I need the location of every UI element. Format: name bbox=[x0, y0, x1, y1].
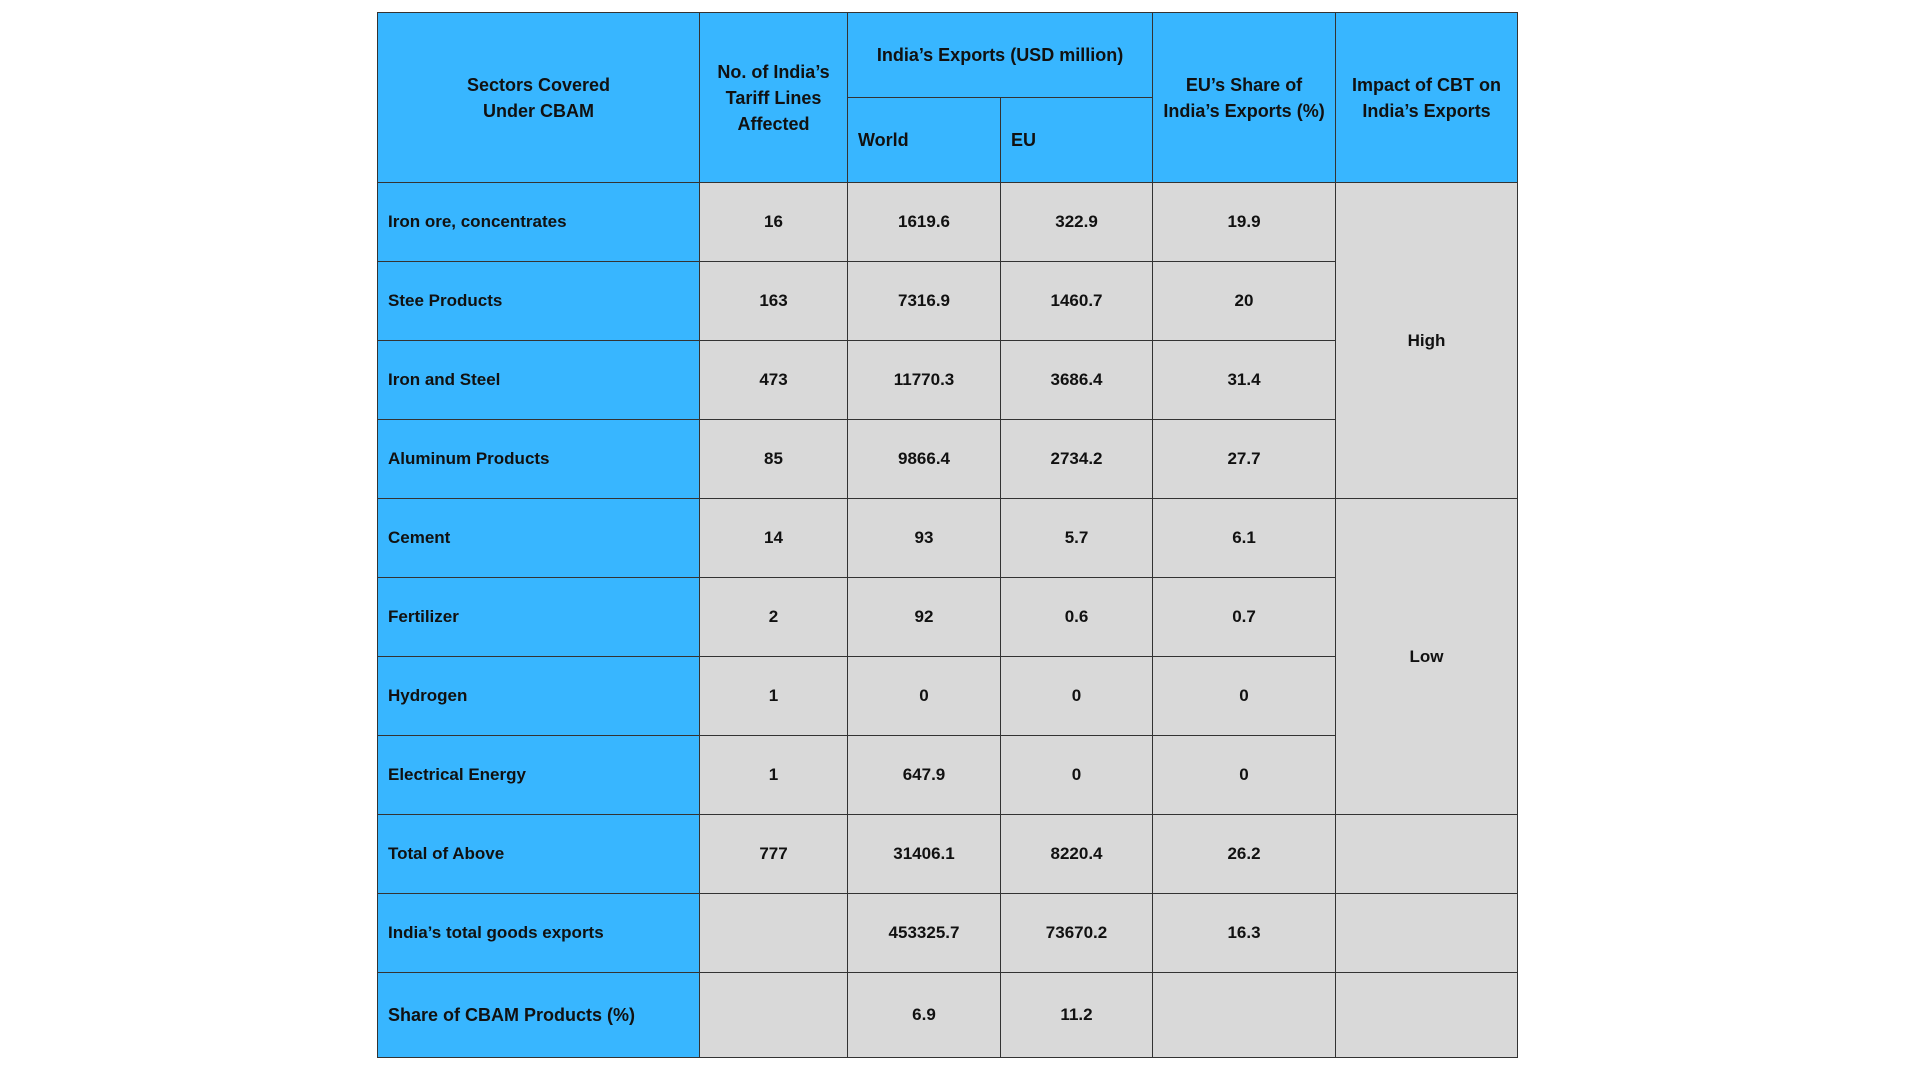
world-cell: 6.9 bbox=[848, 973, 1001, 1058]
world-cell: 31406.1 bbox=[848, 815, 1001, 894]
eu-cell: 11.2 bbox=[1001, 973, 1153, 1058]
tariff-cell: 2 bbox=[700, 578, 848, 657]
tariff-cell: 1 bbox=[700, 657, 848, 736]
impact-low-cell: Low bbox=[1336, 499, 1518, 815]
table-row bbox=[378, 894, 1518, 973]
sector-cell: Stee Products bbox=[378, 262, 700, 341]
share-cell: 0 bbox=[1153, 657, 1336, 736]
impact-high-cell: High bbox=[1336, 183, 1518, 499]
tariff-cell bbox=[700, 894, 848, 973]
world-cell: 1619.6 bbox=[848, 183, 1001, 262]
header-impact: Impact of CBT on India’s Exports bbox=[1336, 13, 1518, 183]
tariff-cell bbox=[700, 973, 848, 1058]
world-cell: 92 bbox=[848, 578, 1001, 657]
share-cell bbox=[1153, 973, 1336, 1058]
sector-cell: Iron ore, concentrates bbox=[378, 183, 700, 262]
eu-cell: 322.9 bbox=[1001, 183, 1153, 262]
eu-cell: 0 bbox=[1001, 736, 1153, 815]
eu-cell: 5.7 bbox=[1001, 499, 1153, 578]
header-tariff-lines: No. of India’s Tariff Lines Affected bbox=[700, 13, 848, 183]
tariff-cell: 14 bbox=[700, 499, 848, 578]
sector-cell: Cement bbox=[378, 499, 700, 578]
share-cell: 26.2 bbox=[1153, 815, 1336, 894]
eu-cell: 3686.4 bbox=[1001, 341, 1153, 420]
tariff-cell: 85 bbox=[700, 420, 848, 499]
header-eu: EU bbox=[1001, 98, 1153, 183]
sector-cell: Iron and Steel bbox=[378, 341, 700, 420]
sector-cell: Hydrogen bbox=[378, 657, 700, 736]
header-sector: Sectors Covered Under CBAM bbox=[378, 13, 700, 183]
header-world: World bbox=[848, 98, 1001, 183]
sector-cell: Aluminum Products bbox=[378, 420, 700, 499]
eu-cell: 73670.2 bbox=[1001, 894, 1153, 973]
header-eu-share: EU’s Share of India’s Exports (%) bbox=[1153, 13, 1336, 183]
share-cell: 20 bbox=[1153, 262, 1336, 341]
world-cell: 453325.7 bbox=[848, 894, 1001, 973]
share-cell: 0.7 bbox=[1153, 578, 1336, 657]
world-cell: 0 bbox=[848, 657, 1001, 736]
tariff-cell: 777 bbox=[700, 815, 848, 894]
share-cell: 0 bbox=[1153, 736, 1336, 815]
table-header bbox=[378, 13, 1518, 183]
table-row bbox=[378, 815, 1518, 894]
tariff-cell: 1 bbox=[700, 736, 848, 815]
share-cell: 19.9 bbox=[1153, 183, 1336, 262]
world-cell: 647.9 bbox=[848, 736, 1001, 815]
sector-cell: Share of CBAM Products (%) bbox=[378, 973, 700, 1058]
table-row bbox=[378, 499, 1518, 578]
tariff-cell: 163 bbox=[700, 262, 848, 341]
header-row-1 bbox=[378, 13, 1518, 98]
eu-cell: 2734.2 bbox=[1001, 420, 1153, 499]
world-cell: 7316.9 bbox=[848, 262, 1001, 341]
share-cell: 31.4 bbox=[1153, 341, 1336, 420]
eu-cell: 0 bbox=[1001, 657, 1153, 736]
impact-empty-cell bbox=[1336, 894, 1518, 973]
impact-empty-cell bbox=[1336, 973, 1518, 1058]
eu-cell: 8220.4 bbox=[1001, 815, 1153, 894]
sector-cell: Total of Above bbox=[378, 815, 700, 894]
eu-cell: 0.6 bbox=[1001, 578, 1153, 657]
tariff-cell: 16 bbox=[700, 183, 848, 262]
sector-cell: Fertilizer bbox=[378, 578, 700, 657]
world-cell: 9866.4 bbox=[848, 420, 1001, 499]
world-cell: 11770.3 bbox=[848, 341, 1001, 420]
table-row bbox=[378, 183, 1518, 262]
header-exports-group: India’s Exports (USD million) bbox=[848, 13, 1153, 98]
tariff-cell: 473 bbox=[700, 341, 848, 420]
eu-cell: 1460.7 bbox=[1001, 262, 1153, 341]
share-cell: 6.1 bbox=[1153, 499, 1336, 578]
table-row bbox=[378, 973, 1518, 1058]
sector-cell: India’s total goods exports bbox=[378, 894, 700, 973]
table-body bbox=[378, 183, 1518, 1058]
share-cell: 27.7 bbox=[1153, 420, 1336, 499]
world-cell: 93 bbox=[848, 499, 1001, 578]
sector-cell: Electrical Energy bbox=[378, 736, 700, 815]
impact-empty-cell bbox=[1336, 815, 1518, 894]
cbam-exports-table bbox=[377, 12, 1518, 1058]
share-cell: 16.3 bbox=[1153, 894, 1336, 973]
